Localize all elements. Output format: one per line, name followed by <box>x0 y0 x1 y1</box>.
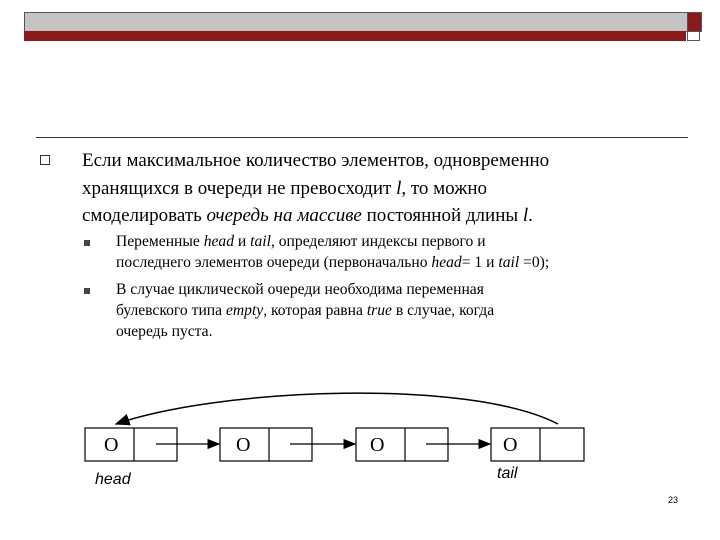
var-l: l <box>396 177 402 199</box>
text: в случае, когда <box>391 302 495 319</box>
main-line-3: смоделировать <box>82 205 207 226</box>
node-label: O <box>104 434 119 456</box>
main-line-3-end: . <box>528 205 533 226</box>
tail-label: tail <box>497 465 518 482</box>
var-true: true <box>366 302 392 319</box>
text: = 1 и <box>461 254 499 271</box>
node-label: O <box>503 434 518 456</box>
var-tail: tail <box>250 233 271 250</box>
var-l-2: l <box>522 205 529 226</box>
text: , которая равна <box>263 302 367 319</box>
text: Переменные <box>116 233 204 250</box>
main-line-2: хранящихся в очереди не превосходит <box>82 177 397 199</box>
text: булевского типа <box>116 302 226 319</box>
head-label: head <box>95 471 131 488</box>
var-empty: empty <box>225 302 264 319</box>
main-line-3-tail: постоянной длины <box>361 205 523 226</box>
circular-arrow <box>116 393 558 424</box>
node-label: O <box>236 434 251 456</box>
text: последнего элементов очереди (первоначально <box>116 254 432 271</box>
var-head: head <box>203 233 234 250</box>
text: очередь пуста. <box>116 323 213 340</box>
text: В случае циклической очереди необходима переменная <box>116 281 484 298</box>
main-line-1: Если максимальное количество элементов, одновременно <box>82 150 550 171</box>
text: , определяют индексы первого и <box>270 233 486 250</box>
var-head: head <box>431 254 462 271</box>
text: и <box>234 233 251 250</box>
emphasis-array-queue: очередь на массиве <box>206 205 362 226</box>
node-label: O <box>370 434 385 456</box>
var-tail: tail <box>498 254 520 271</box>
page-number: 23 <box>667 495 678 505</box>
queue-node <box>491 428 584 461</box>
text: =0); <box>519 254 550 271</box>
main-line-2-tail: , то можно <box>401 177 488 199</box>
